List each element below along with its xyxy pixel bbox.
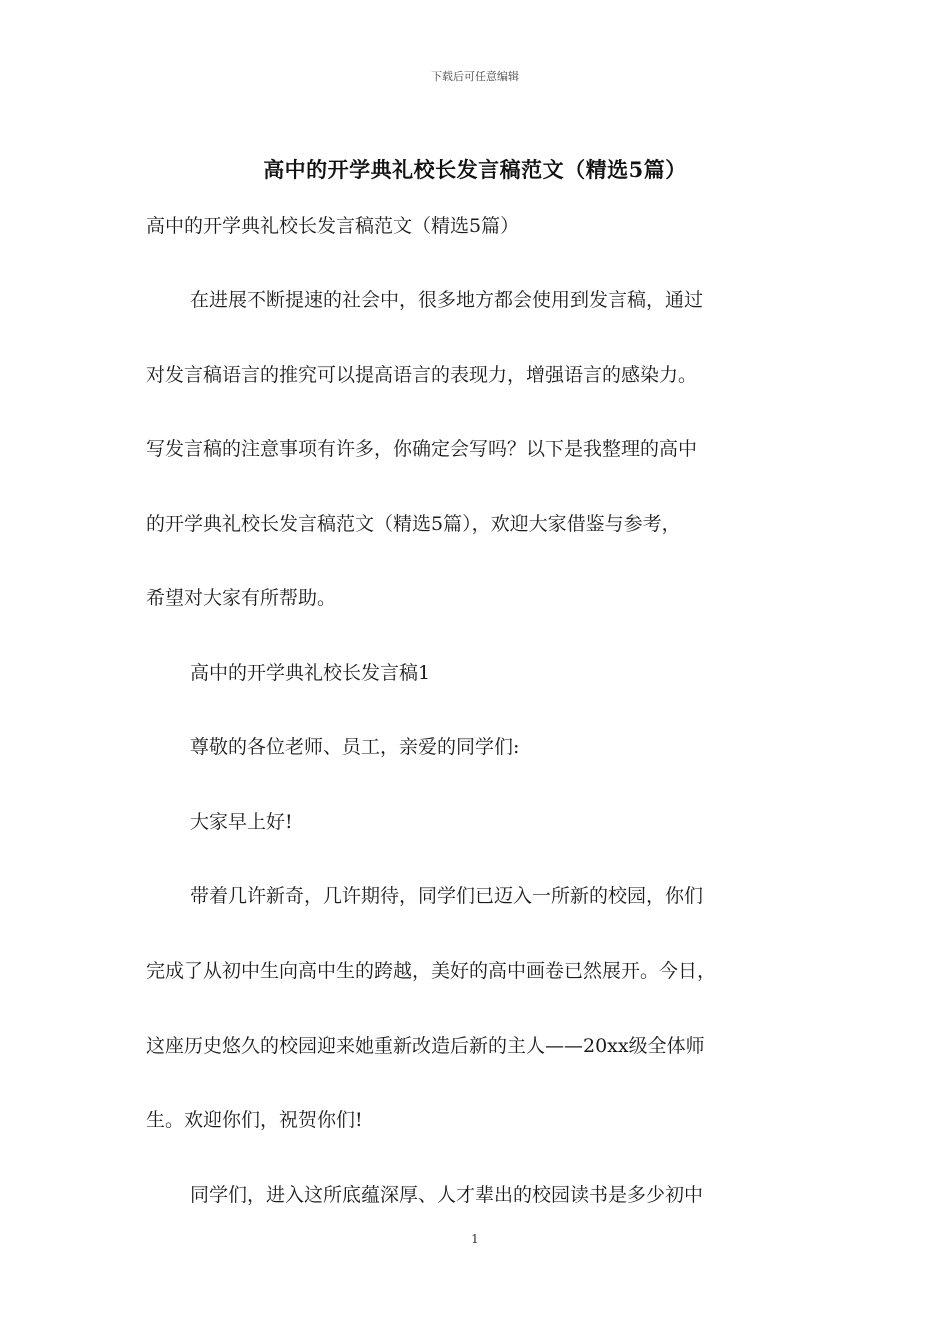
page-number: 1 <box>471 1232 479 1246</box>
body-line: 希望对大家有所帮助。 <box>146 587 337 609</box>
body-line: 在进展不断提速的社会中，很多地方都会使用到发言稿，通过 <box>190 289 704 311</box>
body-line: 带着几许新奇，几许期待，同学们已迈入一所新的校园，你们 <box>190 885 704 907</box>
body-line: 这座历史悠久的校园迎来她重新改造后新的主人——20xx级全体师 <box>146 1035 705 1057</box>
header-note: 下载后可任意编辑 <box>431 70 519 83</box>
body-line: 完成了从初中生向高中生的跨越，美好的高中画卷已然展开。今日， <box>146 960 717 982</box>
greeting: 大家早上好! <box>190 811 293 833</box>
salutation: 尊敬的各位老师、员工，亲爱的同学们: <box>190 736 520 758</box>
document-title: 高中的开学典礼校长发言稿范文（精选5篇） <box>263 157 687 182</box>
body-line: 对发言稿语言的推究可以提高语言的表现力，增强语言的感染力。 <box>146 364 698 386</box>
body-line: 的开学典礼校长发言稿范文（精选5篇），欢迎大家借鉴与参考， <box>146 513 681 535</box>
body-line: 写发言稿的注意事项有许多，你确定会写吗？以下是我整理的高中 <box>146 438 698 460</box>
body-line: 高中的开学典礼校长发言稿范文（精选5篇） <box>146 215 520 237</box>
section-heading: 高中的开学典礼校长发言稿1 <box>190 662 431 684</box>
body-line: 生。欢迎你们，祝贺你们! <box>146 1109 363 1131</box>
body-line: 同学们，进入这所底蕴深厚、人才辈出的校园读书是多少初中 <box>190 1184 704 1206</box>
